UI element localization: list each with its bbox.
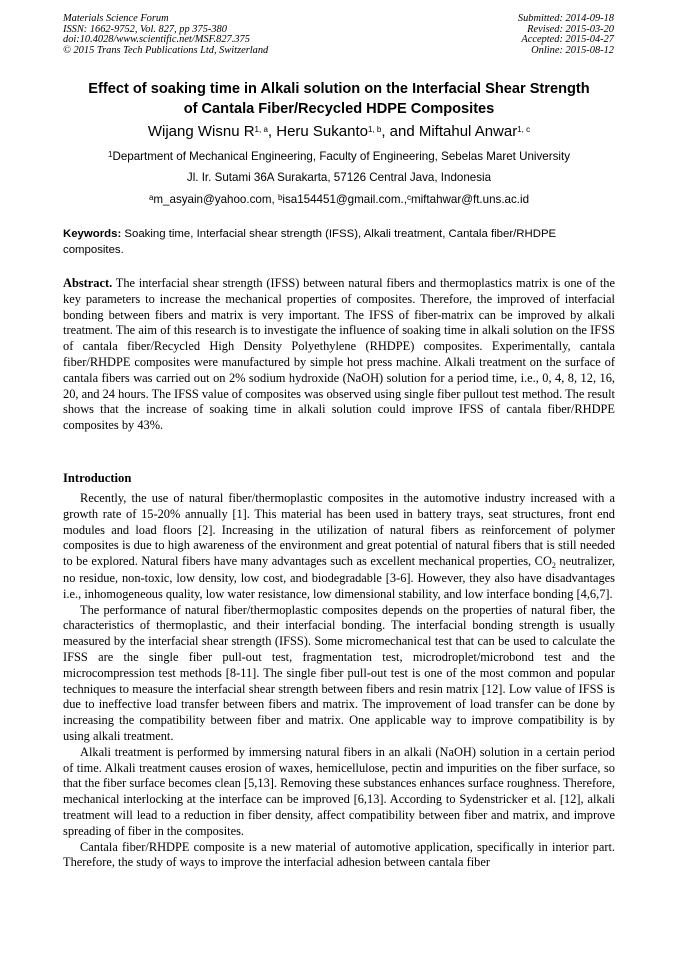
email-address: m_asyain@yahoo.com, xyxy=(153,193,278,206)
submitted-date: Submitted: 2014-09-18 xyxy=(517,13,614,24)
section-heading-introduction: Introduction xyxy=(63,471,132,485)
email-address: miftahwar@ft.uns.ac.id xyxy=(410,193,530,206)
email-mark: b xyxy=(277,193,283,202)
email-list xyxy=(20,193,658,207)
keywords-label: Keywords: xyxy=(63,228,122,240)
copyright-line: © 2015 Trans Tech Publications Ltd, Switzerland xyxy=(63,44,269,56)
online-date: Online: 2015-08-12 xyxy=(531,44,614,56)
author-separator: , and xyxy=(381,123,419,140)
email-mark: a xyxy=(148,193,154,202)
paragraph: Alkali treatment is performed by immersing natural fibers in an alkali (NaOH) solution in a certain period of time. Alkali treatment causes erosion of waxes, hemicellulose, pectin and impurities on the fiber surface, so that the fiber surface becomes clean [5,13]. Removing these substances enhances surface roughness. Therefore, mechanical interlocking at the interface can be improved [6,13]. According to Sydenstricker et al. [12], alkali treatment will lead to a reduction in fiber density, affect compatibility between fiber and matrix, and improve spreading of fiber in the composites. xyxy=(63,744,615,838)
doi-line: doi:10.4028/www.scientific.net/MSF.827.375 xyxy=(63,34,250,46)
paper-title xyxy=(40,79,638,119)
author-separator: , xyxy=(267,123,277,140)
author-name: Miftahul Anwar xyxy=(418,123,518,140)
author-name: Wijang Wisnu R xyxy=(147,123,255,140)
paragraph xyxy=(63,491,615,603)
paragraph: Cantala fiber/RHDPE composite is a new material of automotive application, specifically in interior part. Therefore, the study of ways to improve the interfacial adhesion between cantala fiber xyxy=(63,839,615,870)
keywords-block xyxy=(63,227,615,258)
revised-date: Revised: 2015-03-20 xyxy=(527,23,614,35)
paragraph: The performance of natural fiber/thermoplastic composites depends on the properties of natural fiber, the characteristics of thermoplastic, and their interfacial bonding. The interfacial bonding strength is usually measured by the interfacial shear strength (IFSS). Some micromechanical test that can be used to calculate the IFSS are the single fiber pull-out test, fragmentation test, microdroplet/microbond test and the microcompression test methods [8-11]. The single fiber pull-out test is one of the most common and popular techniques to measure the interfacial shear strength between fibers and resin matrix [12]. Low value of IFSS is due to ineffective load transfer between fibers and matrix. The improvement of load transfer can be done by increasing the compatibility between fiber and matrix. One applicable way to improve compatibility is by using alkali treatment. xyxy=(63,602,615,743)
journal-name: Materials Science Forum xyxy=(63,13,169,24)
keywords-text: Soaking time, Interfacial shear strength (IFSS), Alkali treatment, Cantala fiber/RHDPE composites. xyxy=(63,228,557,256)
abstract-block xyxy=(63,276,615,434)
title-line-2: of Cantala Fiber/Recycled HDPE Composites xyxy=(183,101,495,117)
accepted-date: Accepted: 2015-04-27 xyxy=(521,34,614,46)
author-name: Heru Sukanto xyxy=(276,123,368,140)
affiliation-address: Jl. Ir. Sutami 36A Surakarta, 57126 Central Java, Indonesia xyxy=(186,171,492,184)
author-list xyxy=(20,122,658,142)
author-affiliation-mark: 1, a xyxy=(254,125,268,134)
affiliation-mark: 1 xyxy=(108,150,113,159)
paragraph-text: Recently, the use of natural fiber/thermoplastic composites in the automotive industry increased with a growth rate of 15-20% annually [1]. This material has been used in battery trays, seat structures, front end modules and load floors [2]. Increasing in the utilization of natural fibers as reinforcement of polymer composites is due to high awareness of the environment and great potential of natural fibers that is still needed to be explored. Natural fibers have many advantages such as excellent mechanical properties, CO xyxy=(63,491,615,569)
journal-header xyxy=(63,14,268,56)
email-mark: c xyxy=(406,193,411,202)
department-text: Department of Mechanical Engineering, Faculty of Engineering, Sebelas Maret University xyxy=(112,150,570,163)
author-affiliation-mark: 1, c xyxy=(517,125,531,134)
issn-line: ISSN: 1662-9752, Vol. 827, pp 375-380 xyxy=(63,23,227,35)
title-line-1: Effect of soaking time in Alkali solution on the Interfacial Shear Strength xyxy=(88,81,590,97)
paragraph-text: neutralizer, no residue, non-toxic, low density, low cost, and biodegradable [3-6]. However, they also have disadvantages i.e., inhomogeneous quality, low water resistance, low dimensional stability, and low interface bonding [4,6,7]. xyxy=(63,554,615,601)
abstract-text: The interfacial shear strength (IFSS) between natural fibers and thermoplastics matrix is one of the key parameters to increase the mechanical properties of composites. Therefore, the improved of interfacial bonding between fibers and matrix is very important. The IFSS of fiber-matrix can be improved by alkali treatment. The aim of this research is to investigate the influence of soaking time in alkali solution on the IFSS of cantala fiber/Recycled High Density Polyethylene (RHDPE) composites. Experimentally, cantala fiber/RHDPE composites were manufactured by simple hot press machine. Alkali treatment on the surface of cantala fibers was carried out on 2% sodium hydroxide (NaOH) solution for a period time, i.e., 0, 4, 8, 12, 16, 20, and 24 hours. The IFSS value of composites was observed using single fiber pullout test method. The result shows that the increase of soaking time in alkali solution could improve IFSS of cantala fiber/RHDPE composites by 43%. xyxy=(63,276,615,433)
author-affiliation-mark: 1, b xyxy=(367,125,382,134)
dates-header xyxy=(518,14,614,56)
introduction-body xyxy=(63,491,615,871)
affiliation-department xyxy=(20,150,658,164)
abstract-label: Abstract. xyxy=(63,276,113,290)
subscript: 2 xyxy=(551,561,556,571)
email-address: isa154451@gmail.com., xyxy=(282,193,407,206)
